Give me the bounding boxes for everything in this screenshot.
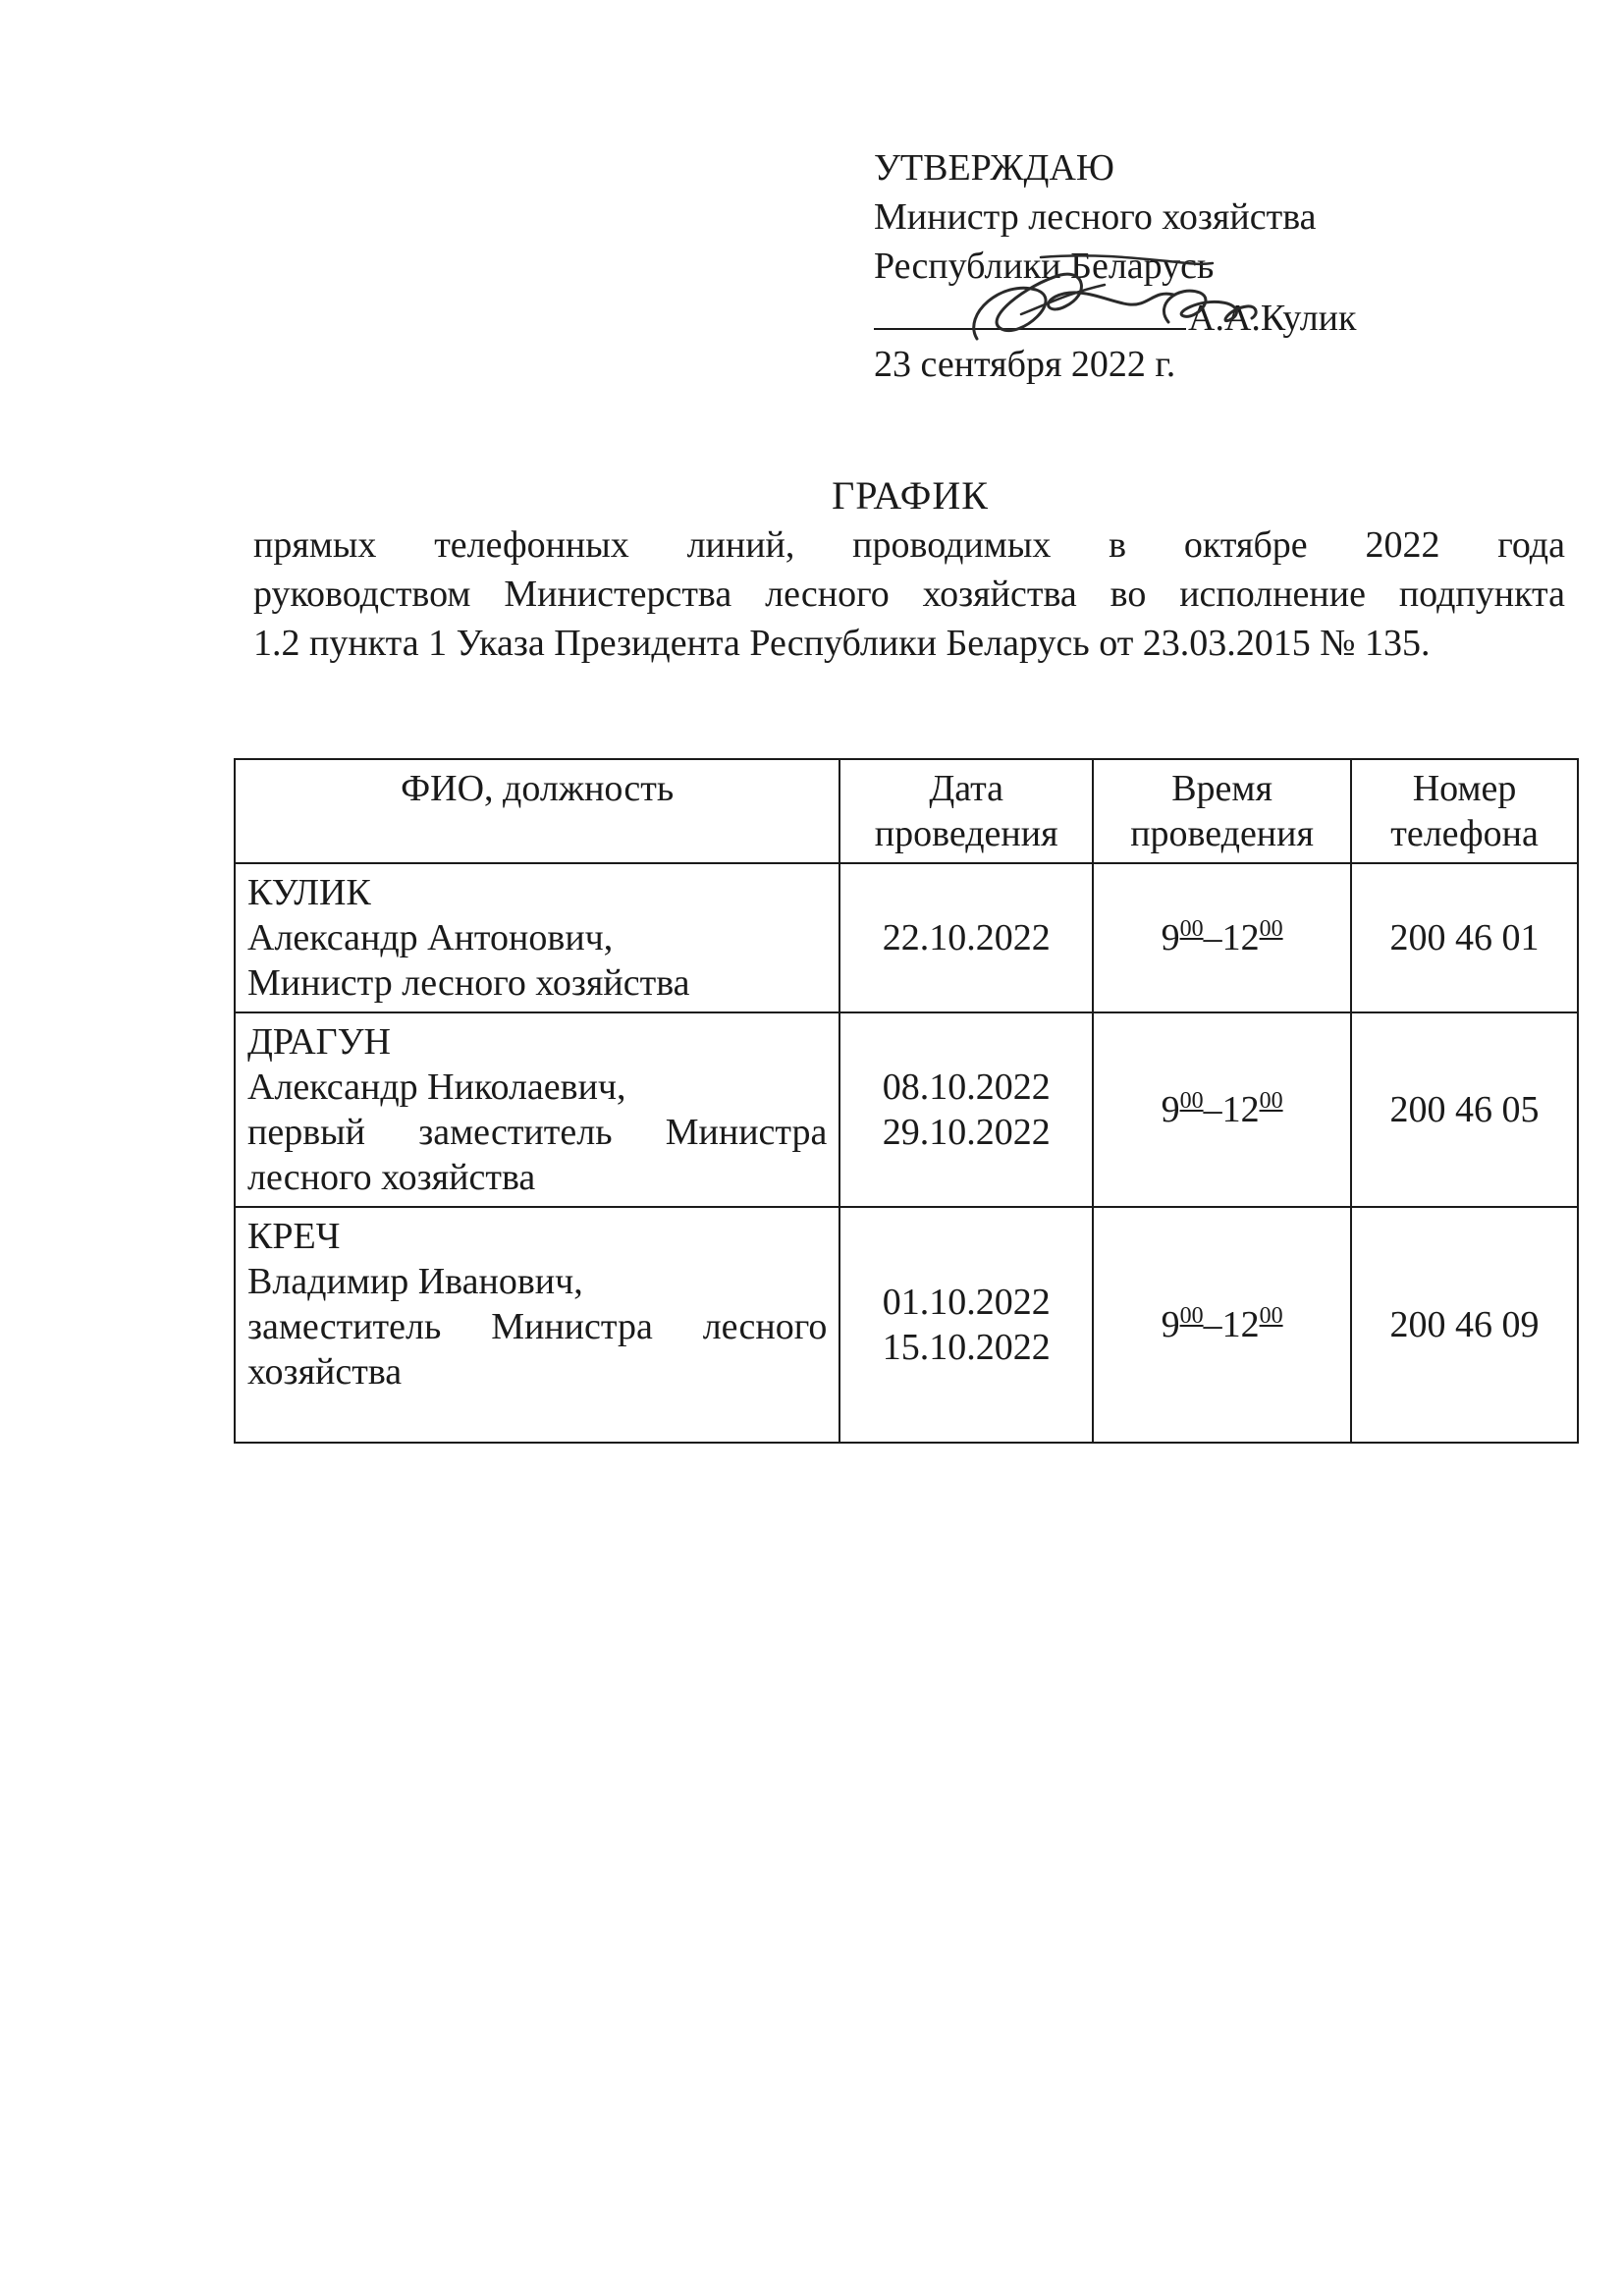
time-separator: – xyxy=(1203,917,1222,958)
signature-line xyxy=(874,291,1384,340)
time-cell xyxy=(1093,1207,1351,1443)
approval-position-line2: Республики Беларусь xyxy=(874,246,1215,287)
table-row xyxy=(235,1012,1578,1207)
phone-cell xyxy=(1351,1207,1578,1443)
table-header-row xyxy=(235,759,1578,863)
person-cell xyxy=(235,1012,839,1207)
time-separator: – xyxy=(1203,1089,1222,1130)
document-subtitle xyxy=(253,520,1565,668)
time-start-hour: 9 xyxy=(1161,1304,1180,1345)
header-name-label: ФИО, должность xyxy=(401,768,675,809)
time-start-minutes: 00 xyxy=(1179,1303,1204,1329)
person-cell xyxy=(235,863,839,1012)
phone-cell xyxy=(1351,1012,1578,1207)
date-cell xyxy=(839,1012,1093,1207)
phone-value: 200 46 05 xyxy=(1389,1089,1540,1130)
time-start-hour: 9 xyxy=(1161,1089,1180,1130)
date-value: 29.10.2022 xyxy=(882,1112,1051,1153)
date-value: 15.10.2022 xyxy=(882,1327,1051,1368)
time-end-hour: 12 xyxy=(1221,1304,1260,1345)
header-date-line2: проведения xyxy=(874,813,1058,854)
time-end-minutes: 00 xyxy=(1259,1303,1283,1329)
signature-blank xyxy=(874,291,1186,330)
person-position-line: лесного хозяйства xyxy=(247,1157,536,1198)
date-value: 22.10.2022 xyxy=(882,917,1051,958)
person-position-line: Министр лесного хозяйства xyxy=(247,962,690,1004)
table-row xyxy=(235,863,1578,1012)
person-name: Александр Николаевич, xyxy=(247,1066,626,1108)
date-cell xyxy=(839,1207,1093,1443)
person-position-line: заместитель Министра лесного xyxy=(247,1306,828,1347)
header-name xyxy=(235,759,839,863)
person-name: Александр Антонович, xyxy=(247,917,614,958)
subtitle-line-2: руководством Министерства лесного хозяйства во исполнение подпункта xyxy=(253,574,1565,615)
subtitle-line-1: прямых телефонных линий, проводимых в октябре 2022 года xyxy=(253,524,1565,566)
person-surname: КУЛИК xyxy=(247,872,371,913)
time-end-hour: 12 xyxy=(1221,1089,1260,1130)
phone-value: 200 46 09 xyxy=(1389,1304,1540,1345)
approval-date: 23 сентября 2022 г. xyxy=(874,344,1176,385)
time-start-minutes: 00 xyxy=(1179,1088,1204,1114)
header-phone-line1: Номер xyxy=(1412,768,1517,809)
date-value: 08.10.2022 xyxy=(882,1066,1051,1108)
time-cell xyxy=(1093,1012,1351,1207)
time-separator: – xyxy=(1203,1304,1222,1345)
person-position-line: первый заместитель Министра xyxy=(247,1112,828,1153)
document-title: ГРАФИК xyxy=(832,473,989,518)
time-end-minutes: 00 xyxy=(1259,1088,1283,1114)
time-cell xyxy=(1093,863,1351,1012)
time-start-minutes: 00 xyxy=(1179,916,1204,942)
phone-value: 200 46 01 xyxy=(1389,917,1540,958)
header-date xyxy=(839,759,1093,863)
phone-cell xyxy=(1351,863,1578,1012)
header-time-line1: Время xyxy=(1171,768,1272,809)
time-start-hour: 9 xyxy=(1161,917,1180,958)
date-value: 01.10.2022 xyxy=(882,1282,1051,1323)
header-time xyxy=(1093,759,1351,863)
approval-block xyxy=(874,143,1384,389)
approval-heading: УТВЕРЖДАЮ xyxy=(874,147,1114,189)
header-phone xyxy=(1351,759,1578,863)
table-row xyxy=(235,1207,1578,1443)
schedule-table xyxy=(234,758,1579,1444)
time-end-minutes: 00 xyxy=(1259,916,1283,942)
person-cell xyxy=(235,1207,839,1443)
person-surname: КРЕЧ xyxy=(247,1216,341,1257)
subtitle-line-3: 1.2 пункта 1 Указа Президента Республики Беларусь от 23.03.2015 № 135. xyxy=(253,623,1431,664)
time-end-hour: 12 xyxy=(1221,917,1260,958)
approval-position-line1: Министр лесного хозяйства xyxy=(874,196,1317,238)
header-phone-line2: телефона xyxy=(1390,813,1539,854)
header-time-line2: проведения xyxy=(1130,813,1314,854)
header-date-line1: Дата xyxy=(929,768,1004,809)
date-cell xyxy=(839,863,1093,1012)
approval-signatory: А.А.Кулик xyxy=(1188,298,1357,339)
person-name: Владимир Иванович, xyxy=(247,1261,583,1302)
person-position-line: хозяйства xyxy=(247,1351,403,1393)
person-surname: ДРАГУН xyxy=(247,1021,391,1063)
